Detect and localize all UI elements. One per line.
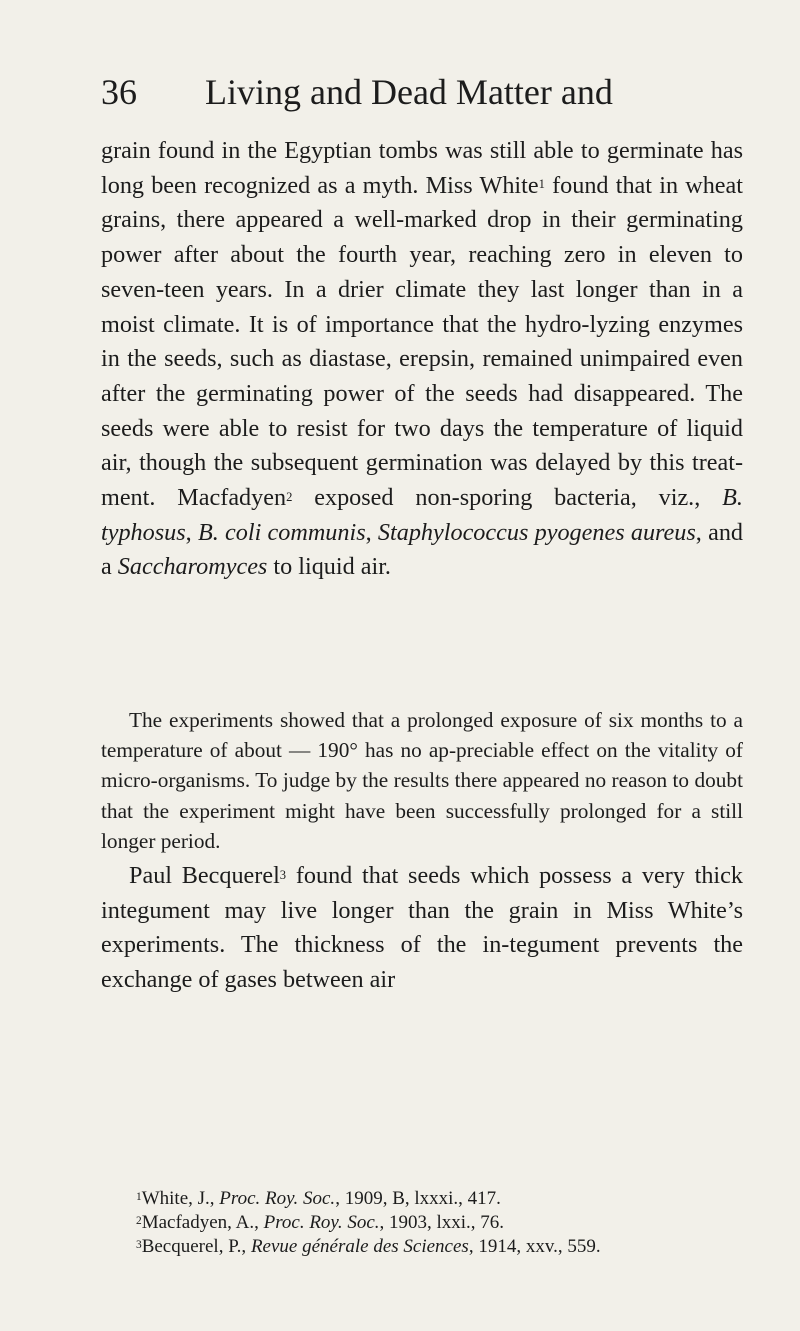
journal-title: Revue générale des Sciences	[250, 1236, 469, 1257]
text-span: , and a	[101, 518, 744, 581]
footnote-number: 2	[136, 1215, 142, 1228]
journal-title: Proc. Roy. Soc.	[263, 1212, 380, 1233]
footnote	[136, 1235, 756, 1259]
species-name: Staphylococcus pyogenes aureus	[377, 518, 696, 546]
species-name: Saccharomyces	[117, 553, 268, 581]
text-span: grain found in the Egyptian tombs was still able to germinate has long been recognized as a myth. Miss White	[101, 137, 743, 199]
journal-title: Proc. Roy. Soc.	[219, 1188, 336, 1209]
footnotes	[136, 1187, 756, 1259]
footnote-text: , 1914, xxv., 559.	[468, 1236, 601, 1257]
species-name: B. typhosus	[101, 484, 743, 546]
page-number: 36	[101, 72, 137, 112]
footnote	[136, 1211, 756, 1235]
footnote-number: 1	[136, 1191, 142, 1204]
footnote-text: , 1903, lxxi., 76.	[379, 1212, 505, 1233]
running-title: Living and Dead Matter and	[205, 72, 613, 112]
footnote-ref[interactable]: 3	[279, 867, 287, 882]
text-span: found that seeds which possess a very thick integument may live longer than the grain in Miss White’s experiments. The thickness of the in-tegument prevents the exchange of gases between air	[101, 862, 743, 994]
footnote-text: Macfadyen, A.,	[141, 1212, 264, 1233]
paragraph-2: The experiments showed that a prolonged exposure of six months to a temperature of about — 190° has no ap-preciable effect on the vitality of micro-organisms. To judge by the results there appeared no reason to doubt that the experiment might have been successfully prolonged for a still longer period.	[101, 708, 743, 853]
text-span: ,	[185, 518, 198, 546]
footnote-ref[interactable]: 2	[286, 489, 293, 504]
footnote-text: White, J.,	[141, 1188, 220, 1209]
text-span: exposed non-sporing bacteria, viz.,	[292, 484, 723, 512]
footnote-text: Becquerel, P.,	[141, 1236, 251, 1257]
paragraph-1	[101, 134, 743, 585]
text-span: found that in wheat grains, there appeared a well-marked drop in their germinating power after about the fourth year, reaching zero in eleven to seven-teen years. In a drier climate they last longer than in a moist climate. It is of importance that the hydro-lyzing enzymes in the seeds, such as diastase, erepsin, remained unimpaired even after the germinating power of the seeds had disappeared. The seeds were able to resist for two days the temperature of liquid air, though the subsequent germination was delayed by this treat-ment. Macfadyen	[101, 171, 743, 512]
footnote-text: , 1909, B, lxxxi., 417.	[335, 1188, 501, 1209]
running-header	[101, 70, 613, 114]
text-span: ,	[365, 518, 378, 546]
footnote	[136, 1187, 756, 1211]
footnote-ref[interactable]: 1	[538, 177, 545, 192]
text-span: Paul Becquerel	[129, 862, 280, 889]
paragraph-3	[101, 859, 743, 998]
species-name: B. coli communis	[197, 518, 366, 546]
text-span: to liquid air.	[267, 553, 391, 581]
footnote-number: 3	[136, 1239, 142, 1252]
